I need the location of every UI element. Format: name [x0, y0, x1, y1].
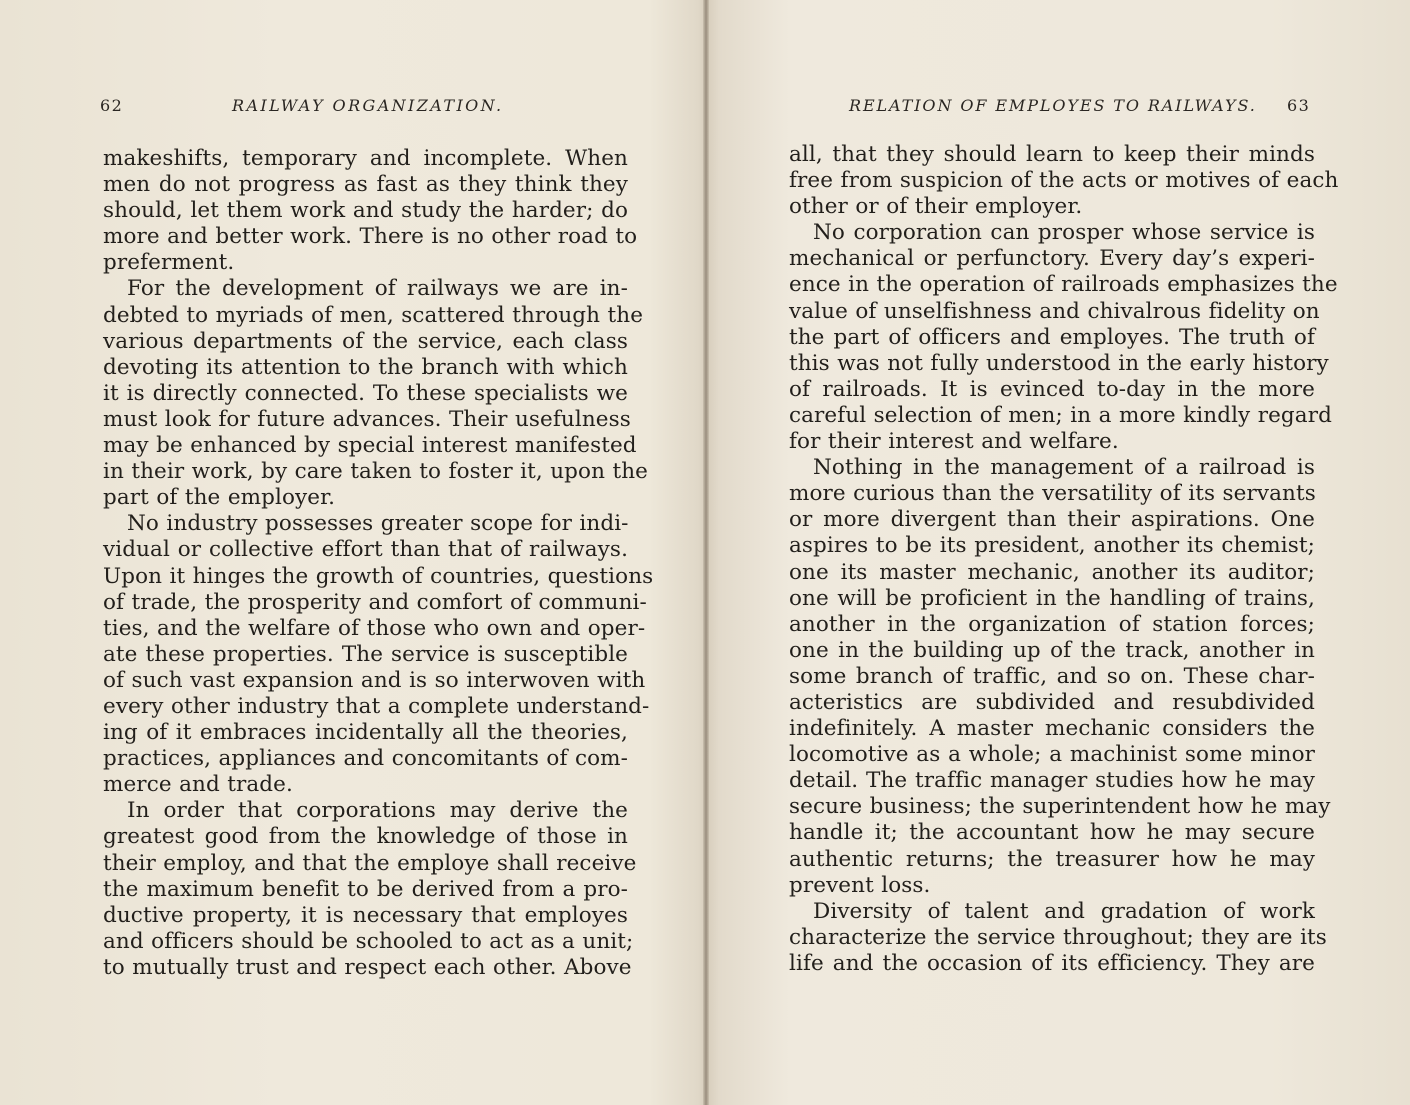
text-line: Nothing in the management of a railroad is: [813, 455, 1315, 481]
text-line: part of the employer.: [103, 485, 336, 511]
text-line: ate these properties. The service is susceptible: [103, 641, 628, 667]
text-line: for their interest and welfare.: [789, 429, 1119, 455]
text-line: No industry possesses greater scope for indi-: [127, 511, 629, 537]
text-line: one will be proficient in the handling of trains,: [789, 585, 1315, 611]
right-running-title: RELATION OF EMPLOYES TO RAILWAYS.: [849, 96, 1257, 115]
text-line: Diversity of talent and gradation of work: [813, 898, 1315, 924]
text-line: characterize the service throughout; they are its: [789, 924, 1327, 950]
text-line: the part of officers and employes. The truth of: [789, 324, 1315, 350]
text-line: debted to myriads of men, scattered through the: [103, 302, 644, 328]
right-page-body-text: [789, 142, 1339, 977]
text-line: merce and trade.: [103, 772, 293, 798]
text-line: secure business; the superintendent how he may: [789, 794, 1331, 820]
text-line: another in the organization of station forces;: [789, 611, 1315, 637]
text-line: ties, and the welfare of those who own and oper-: [103, 615, 646, 641]
text-line: ence in the operation of railroads emphasizes the: [789, 272, 1338, 298]
text-line: careful selection of men; in a more kindly regard: [789, 402, 1332, 428]
text-line: detail. The traffic manager studies how he may: [789, 768, 1315, 794]
text-line: of trade, the prosperity and comfort of communi-: [103, 589, 647, 615]
text-line: one its master mechanic, another its auditor;: [789, 559, 1315, 585]
text-line: devoting its attention to the branch with which: [103, 354, 628, 380]
text-line: some branch of traffic, and so on. These char-: [789, 663, 1315, 689]
text-line: it is directly connected. To these specialists we: [103, 380, 628, 406]
text-line: men do not progress as fast as they think they: [103, 172, 628, 198]
text-line: and officers should be schooled to act as a unit;: [103, 928, 634, 954]
left-running-title: RAILWAY ORGANIZATION.: [232, 96, 504, 115]
text-line: ductive property, it is necessary that employes: [103, 902, 628, 928]
text-line: all, that they should learn to keep their minds: [789, 142, 1315, 167]
text-line: In order that corporations may derive the: [127, 798, 628, 824]
text-line: makeshifts, temporary and incomplete. When: [103, 146, 628, 171]
text-line: other or of their employer.: [789, 194, 1083, 220]
text-line: of railroads. It is evinced to-day in the more: [789, 376, 1315, 402]
text-line: mechanical or perfunctory. Every day’s experi-: [789, 246, 1315, 272]
text-line: must look for future advances. Their usefulness: [103, 406, 631, 432]
left-page-body-text: [103, 146, 654, 981]
text-line: more and better work. There is no other road to: [103, 224, 638, 250]
text-line: acteristics are subdivided and resubdivided: [789, 689, 1315, 715]
text-line: authentic returns; the treasurer how he may: [789, 846, 1315, 872]
text-line: For the development of railways we are in-: [127, 276, 628, 302]
text-line: one in the building up of the track, another in: [789, 637, 1315, 663]
left-page-number: 62: [100, 96, 124, 115]
text-line: may be enhanced by special interest manifested: [103, 433, 637, 459]
text-line: greatest good from the knowledge of those in: [103, 824, 628, 850]
text-line: free from suspicion of the acts or motives of each: [789, 168, 1339, 194]
text-line: vidual or collective effort than that of railways.: [103, 537, 628, 563]
right-page: [709, 0, 1410, 1105]
right-page-number: 63: [1287, 96, 1311, 115]
text-line: indefinitely. A master mechanic considers the: [789, 716, 1315, 742]
text-line: aspires to be its president, another its chemist;: [789, 533, 1315, 559]
text-line: more curious than the versatility of its servants: [789, 481, 1316, 507]
text-line: Upon it hinges the growth of countries, questions: [103, 563, 654, 589]
text-line: every other industry that a complete understand-: [103, 693, 650, 719]
text-line: life and the occasion of its efficiency. They are: [789, 950, 1315, 976]
text-line: No corporation can prosper whose service is: [813, 220, 1315, 246]
text-line: the maximum benefit to be derived from a pro-: [103, 876, 628, 902]
text-line: to mutually trust and respect each other. Above: [103, 954, 632, 980]
text-line: or more divergent than their aspirations. One: [789, 507, 1315, 533]
text-line: handle it; the accountant how he may secure: [789, 820, 1315, 846]
text-line: prevent loss.: [789, 872, 931, 898]
text-line: their employ, and that the employe shall receive: [103, 850, 637, 876]
text-line: this was not fully understood in the early history: [789, 350, 1329, 376]
text-line: practices, appliances and concomitants of com-: [103, 746, 628, 772]
text-line: various departments of the service, each class: [103, 328, 628, 354]
text-line: value of unselfishness and chivalrous fidelity on: [789, 298, 1320, 324]
text-line: ing of it embraces incidentally all the theories,: [103, 720, 628, 746]
text-line: of such vast expansion and is so interwoven with: [103, 667, 646, 693]
text-line: in their work, by care taken to foster it, upon the: [103, 459, 648, 485]
text-line: preferment.: [103, 250, 235, 276]
left-page: [0, 0, 703, 1105]
text-line: should, let them work and study the harder; do: [103, 198, 628, 224]
text-line: locomotive as a whole; a machinist some minor: [789, 742, 1315, 768]
